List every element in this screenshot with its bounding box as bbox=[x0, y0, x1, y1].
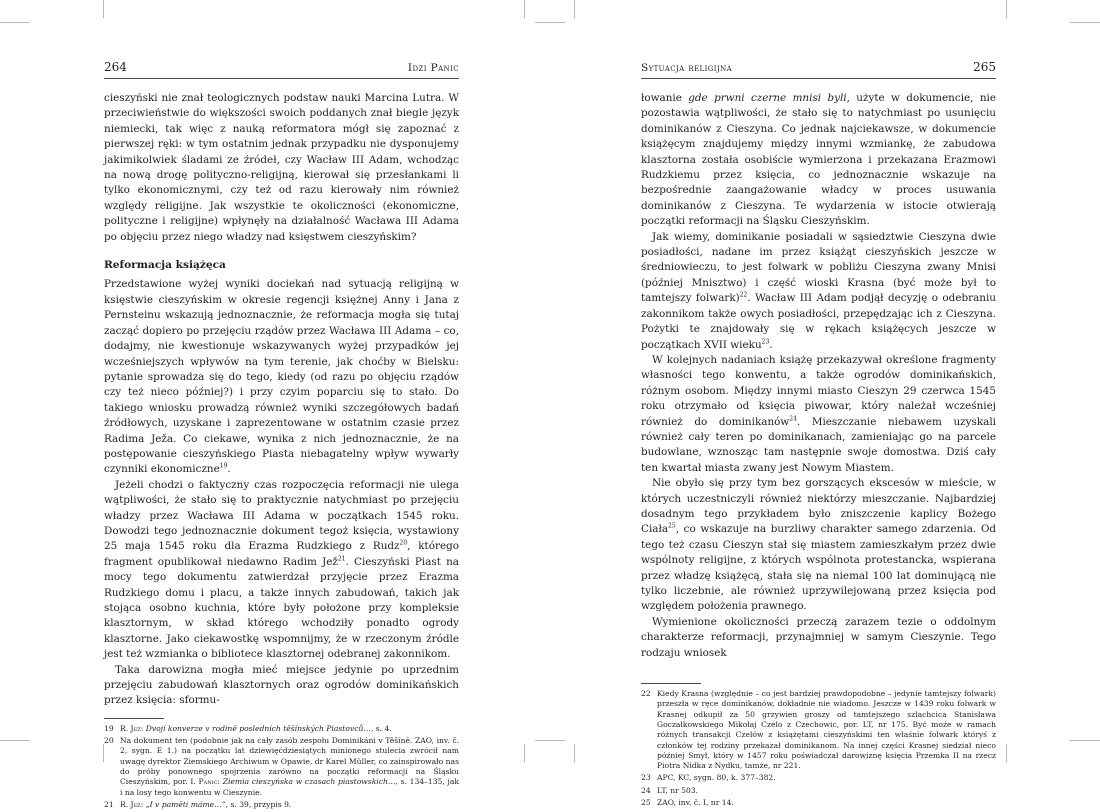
paragraph bbox=[104, 478, 459, 663]
right-page bbox=[641, 60, 996, 810]
text-run: , użyte w dokumencie, nie pozostawia wątpliwości, że stało się to natychmiast po usunięciu dominikanów z Cieszyna. Co jednak najciekawsze, w dokumencie książęcym znajdujemy między innymi wzmiankę, że zabudowa klasztorna została osobiście wymierzona i przekazana Erazmowi Rudzkiemu przez księcia, co jednoznacznie wskazuje na bezpośrednie zaangażowanie władcy w proces usuwania dominikanów z Cieszyna. Te wydarzenia w istocie otwierają początki reformacji na Śląsku Cieszyńskim. bbox=[641, 92, 997, 228]
crop-mark bbox=[0, 22, 30, 23]
text-run: : bbox=[217, 777, 223, 787]
footnote-ref[interactable]: 20 bbox=[399, 539, 408, 547]
footnote bbox=[104, 724, 459, 734]
footnote-rule bbox=[641, 683, 701, 684]
paragraph bbox=[104, 277, 459, 477]
text-run: . Cieszyński Piast na mocy tego dokumentu zatwierdzał przyjęcie przez Erazma Rudzkiego domu i placu, a także innych zabudowań, takich jak stojąca osobno kuchnia, które były położone przy kompleksie klasztornym, w skład którego wchodziły ponadto ogrody klasztorne. Jako ciekawostkę wspomnijmy, że w rzeczonym źródle jest też wzmianka o bibliotece klasztornej odebranej zakonnikom. bbox=[104, 555, 459, 661]
footnote-number: 22 bbox=[641, 689, 651, 699]
crop-mark bbox=[524, 744, 525, 762]
text-run: : bbox=[140, 723, 146, 733]
text-run: Jak wiemy, dominikanie posiadali w sąsiedztwie Cieszyna dwie posiadłości, nadane im przez książąt cieszyńskich jeszcze w średniowieczu, to jest folwark w pobliżu Cieszyna zwany Mnisi (później Mnisztwo) i część wioski Krasna (być może był to tamtejszy folwark) bbox=[641, 230, 996, 305]
paragraph bbox=[641, 230, 996, 353]
text-run: : bbox=[140, 799, 146, 809]
author-name: Jež bbox=[130, 799, 141, 809]
paragraph bbox=[104, 663, 459, 709]
text-run: , s. 39, przypis 9. bbox=[225, 799, 292, 809]
page-number: 265 bbox=[973, 60, 996, 74]
footnote-ref[interactable]: 22 bbox=[739, 291, 748, 299]
text-run: Nie obyło się przy tym bez gorszących ekscesów w mieście, w których uczestniczyli również niektórzy mieszczanie. Najbardziej dosadnym tego przykładem było zniszczenie kaplicy Bożego Ciała bbox=[641, 477, 996, 536]
text-run: , s. 134–135, jak i na losy tego konwentu w Cieszynie. bbox=[120, 777, 459, 797]
text-run: , którego fragment opublikował niedawno Radim Jež bbox=[104, 540, 459, 568]
paragraph bbox=[104, 91, 459, 245]
body-text bbox=[641, 91, 996, 661]
text-run: Przedstawione wyżej wyniki dociekań nad sytuacją religijną w księstwie cieszyńskim w okresie regencji księżnej Anny i Jana z Pernsteinu wskazują jednoznacznie, że reformacja mogła się tutaj zacząć dopiero po przejęciu rządów przez Wacława III Adama – co, dodajmy, nie kwestionuje wskazywanych wyżej przypadków jej wcześniejszych wpływów na tym terenie, jak choćby w Bielsku: pytanie sprowadza się do tego, kiedy (od razu po objęciu rządów czy też nieco później?) i przy czyim poparciu się to stało. Do takiego wniosku prowadzą również wyniki szczegółowych badań źródłowych, uzyskane i zaprezentowane w ostatnim czasie przez Radima Ježa. Co ciekawe, wynika z nich jednoznacznie, że na postępowanie cieszyńskiego Piasta niebagatelny wpływ wywarły czynniki ekonomiczne bbox=[104, 278, 459, 476]
footnote bbox=[104, 800, 459, 810]
work-title: „I v paměti máme…” bbox=[145, 799, 226, 809]
crop-mark bbox=[524, 0, 525, 18]
text-run: Taka darowizna mogła mieć miejsce jedynie po uprzednim przejęciu zabudowań klasztornych oraz ogrodów dominikańskich przez księcia: sformu- bbox=[104, 663, 459, 707]
footnote-number: 25 bbox=[641, 798, 651, 807]
paragraph bbox=[641, 615, 996, 661]
text-run: . Mieszczanie niebawem uzyskali również cały teren po dominikanach, zamieniając go na parcele budowlane, wznosząc tam następnie swoje domostwa. Dziś cały ten kwartał miasta zwany jest Nowym Miastem. bbox=[641, 415, 996, 474]
footnote bbox=[641, 786, 996, 796]
text-run: R. bbox=[120, 799, 131, 809]
text-run: W kolejnych nadaniach książę przekazywał określone fragmenty własności tego konwentu, a także ogrodów dominikańskich, różnym osobom. Między innymi miasto Cieszyn 29 czerwca 1545 roku otrzymało od księcia piwowar, który należał wcześniej również do dominikanów bbox=[641, 353, 996, 428]
section-heading: Reformacja książęca bbox=[104, 259, 226, 272]
footnote-number: 21 bbox=[104, 799, 114, 809]
crop-mark bbox=[574, 0, 575, 18]
work-title: Ziemia cieszyńska w czasach piastowskich… bbox=[222, 777, 396, 787]
crop-mark bbox=[574, 744, 575, 762]
footnote bbox=[641, 689, 996, 771]
text-run: Jeżeli chodzi o faktyczny czas rozpoczęcia reformacji nie ulega wątpliwości, że stało się to praktycznie natychmiast po przejęciu władzy przez Wacława III Adama w początkach 1545 roku. Dowodzi tego jednoznacznie dokument tegoż księcia, wystawiony 25 maja 1545 roku dla Erazma Rudzkiego z Rudz bbox=[104, 478, 459, 553]
page-number: 264 bbox=[104, 60, 127, 74]
work-title: Dvojí konverze v rodině posledních těšínských Piastovců… bbox=[145, 723, 371, 733]
text-run: Wymienione okoliczności przeczą zarazem tezie o oddolnym charakterze reformacji, przynajmniej w samym Cieszynie. Tego rodzaju wniosek bbox=[641, 615, 996, 659]
footnote-number: 24 bbox=[641, 785, 651, 795]
crop-mark bbox=[1006, 0, 1007, 18]
footnote-text: Kiedy Krasna (względnie – co jest bardziej prawdopodobne – jedynie tamtejszy folwark) przeszła w ręce dominikanów, dokładnie nie wiadomo. Jeszcze w 1439 roku folwark w Krasnej odkupił za 50 grzywien groszy od tamtejszego szlachcica Stanisława Goczałkowskiego Mikołaj Czelo z Czechowic, por. LT, nr 175. Być może w ramach różnych transakcji Czelów z książętami cieszyńskimi ten właśnie folwark któryś z członków tej rodziny przekazał dominikanom. Na innej części Krasnej siedział nieco później Smył, który w 1457 roku poświadczał darowiznę księcia Przemka II na rzecz Piotra Nidka z Nydku, tamże, nr 221. bbox=[657, 689, 996, 771]
footnote bbox=[104, 736, 459, 798]
footnote-number: 23 bbox=[641, 773, 651, 783]
footnote-ref[interactable]: 24 bbox=[789, 415, 797, 423]
text-run: Na dokument ten (podobnie jak na cały zasób zespołu Dominikáni v Těšíně. ZAO, inv. č. 2, sygn. E 1.) na początku lat dziewięćdziesiątych minionego stulecia zwrócił nam uwagę dyrektor Ziemskiego Archiwum w Opawie, dr Karel Müller, co zainspirowało nas do próby ponownego spojrzenia zarówno na początki reformacji na Śląsku Cieszyńskim, por. I. bbox=[120, 736, 459, 787]
text-run: R. bbox=[120, 723, 131, 733]
footnote-text bbox=[120, 736, 459, 798]
text-run: , co wskazuje na burzliwy charakter samego zdarzenia. Od tego też czasu Cieszyn stał się miastem zamieszkałym przez dwie wspólnoty religijne, z których wspólnota protestancka, wspierana przez władzę książęcą, stała się na niemal 100 lat dominującą nie tylko liczebnie, ale również uprzywilejowaną przez księcia pod względem położenia prawnego. bbox=[641, 523, 996, 613]
footnote-ref[interactable]: 19 bbox=[219, 462, 228, 470]
footnote-number: 20 bbox=[104, 736, 114, 746]
footnote bbox=[641, 773, 996, 783]
body-text bbox=[104, 91, 459, 709]
author-name: Jež bbox=[130, 723, 141, 733]
running-head bbox=[641, 60, 996, 79]
footnote-ref[interactable]: 21 bbox=[337, 555, 346, 563]
footnote-text: APC, KC, sygn. 80, k. 377–382. bbox=[657, 773, 776, 783]
crop-mark bbox=[103, 0, 104, 18]
footnote-text: LT, nr 503. bbox=[657, 785, 699, 795]
crop-mark bbox=[1006, 744, 1007, 762]
footnote bbox=[641, 798, 996, 808]
footnote-text bbox=[120, 724, 459, 734]
footnotes bbox=[641, 689, 996, 808]
crop-mark bbox=[535, 740, 565, 741]
crop-mark bbox=[1070, 22, 1100, 23]
crop-mark bbox=[1070, 740, 1100, 741]
paragraph bbox=[641, 353, 996, 476]
text-run: cieszyński nie znał teologicznych podstaw nauki Marcina Lutra. W przeciwieństwie do większości swoich poddanych znał biegle język niemiecki, tak więc z nauką reformatora mógł się zapoznać z pierwszej ręki: w tym ostatnim jednak przypadku nie dysponujemy jakimikolwiek śladami ze źródeł, czy Wacław III Adam, wchodząc na nową drogę polityczno-religijną, kierował się przesłankami li tylko ekonomicznymi, czy też od razu kierowały nim również względy religijne. Jak wszystkie te okoliczności (ekonomiczne, polityczne i religijne) wpłynęły na działalność Wacława III Adama po objęciu przez niego władzy nad księstwem cieszyńskim? bbox=[104, 92, 459, 243]
text-run: . bbox=[227, 463, 231, 476]
text-run: . Wacław III Adam podjął decyzję o odebraniu zakonnikom także owych posiadłości, przepędzając ich z Cieszyna. Pożytki te znajdowały się w rękach książęcych jeszcze w początkach XVII wieku bbox=[641, 292, 996, 351]
crop-mark bbox=[535, 22, 565, 23]
footnote-rule bbox=[104, 718, 164, 719]
footnote-text bbox=[120, 800, 459, 810]
text-run: łowanie bbox=[641, 92, 689, 104]
left-page bbox=[104, 60, 459, 812]
running-head bbox=[104, 60, 459, 79]
crop-mark bbox=[0, 740, 30, 741]
quoted-phrase: gde prwni czerne mnisi byli bbox=[688, 92, 847, 104]
footnote-ref[interactable]: 23 bbox=[761, 338, 770, 346]
running-title: Idzi Panic bbox=[407, 62, 459, 74]
footnotes bbox=[104, 724, 459, 810]
footnote-ref[interactable]: 25 bbox=[668, 522, 676, 530]
text-run: , s. 4. bbox=[370, 723, 392, 733]
text-run: . bbox=[769, 338, 773, 351]
paragraph bbox=[641, 91, 996, 230]
author-name: Panic bbox=[198, 777, 218, 787]
footnote-number: 19 bbox=[104, 723, 114, 733]
paragraph bbox=[641, 476, 996, 615]
footnote-text: ZAO, inv. č. I, nr 14. bbox=[657, 798, 734, 807]
running-title: Sytuacja religijna bbox=[641, 62, 733, 74]
